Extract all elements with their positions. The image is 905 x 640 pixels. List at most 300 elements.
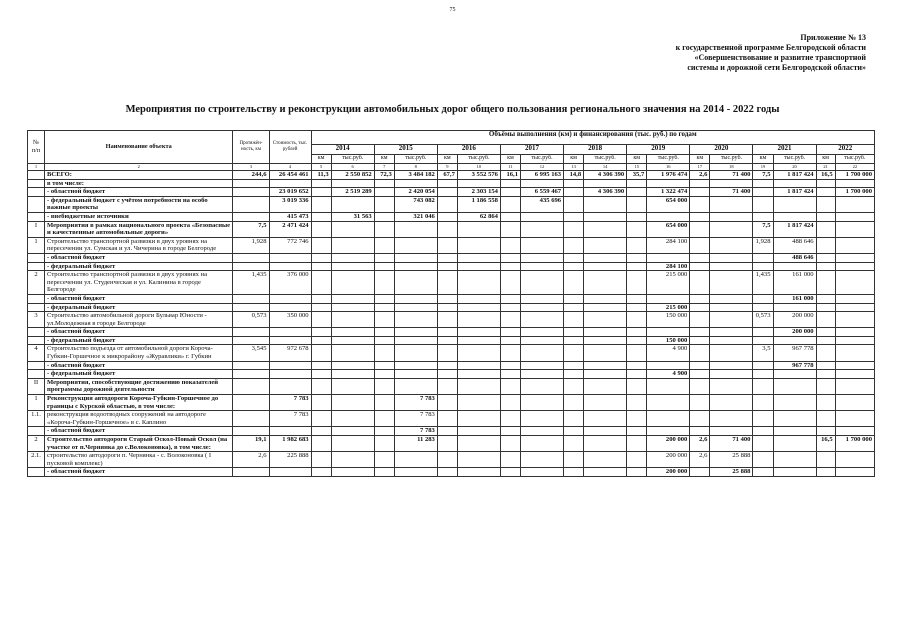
value-cell — [710, 237, 753, 253]
column-number: 3 — [233, 164, 269, 171]
value-cell: 284 100 — [647, 262, 690, 271]
value-cell — [627, 312, 647, 328]
value-cell — [647, 395, 690, 411]
value-cell — [374, 395, 394, 411]
column-number: 15 — [627, 164, 647, 171]
value-cell: 7 783 — [394, 427, 437, 436]
table-row — [28, 468, 875, 477]
value-cell — [311, 271, 331, 295]
object-name: - федеральный бюджет — [45, 303, 233, 312]
value-cell — [627, 345, 647, 361]
appendix-header — [566, 33, 866, 73]
value-cell — [437, 378, 457, 394]
value-cell — [627, 452, 647, 468]
header-cost: Стоимость, тыс. рублей — [269, 131, 311, 164]
column-number: 18 — [710, 164, 753, 171]
value-cell — [457, 221, 500, 237]
value-cell — [584, 312, 627, 328]
value-cell — [835, 328, 874, 337]
value-cell: 7,5 — [753, 171, 773, 180]
value-cell — [773, 179, 816, 188]
value-cell — [835, 212, 874, 221]
value-cell — [331, 468, 374, 477]
value-cell — [647, 253, 690, 262]
table-row — [28, 411, 875, 427]
object-name: - областной бюджет — [45, 294, 233, 303]
row-number — [28, 212, 45, 221]
table-row — [28, 171, 875, 180]
value-cell: 23 019 652 — [269, 188, 311, 197]
value-cell — [437, 221, 457, 237]
value-cell — [521, 361, 564, 370]
row-number — [28, 468, 45, 477]
value-cell — [564, 436, 584, 452]
value-cell: 350 000 — [269, 312, 311, 328]
value-cell: 7,5 — [233, 221, 269, 237]
value-cell — [500, 411, 520, 427]
value-cell — [627, 271, 647, 295]
value-cell — [627, 253, 647, 262]
value-cell — [331, 294, 374, 303]
value-cell — [269, 378, 311, 394]
value-cell — [521, 468, 564, 477]
value-cell — [816, 294, 835, 303]
row-number: 1 — [28, 237, 45, 253]
value-cell — [331, 395, 374, 411]
value-cell — [233, 370, 269, 379]
value-cell — [269, 262, 311, 271]
value-cell — [437, 452, 457, 468]
value-cell: 200 000 — [773, 328, 816, 337]
value-cell: 488 646 — [773, 237, 816, 253]
value-cell — [394, 336, 437, 345]
value-cell: 225 888 — [269, 452, 311, 468]
year-header: 2021 — [753, 145, 816, 155]
value-cell: 2 303 154 — [457, 188, 500, 197]
value-cell: 7,5 — [753, 221, 773, 237]
value-cell — [311, 212, 331, 221]
value-cell — [564, 395, 584, 411]
value-cell — [331, 253, 374, 262]
value-cell — [311, 411, 331, 427]
object-name: - федеральный бюджет — [45, 262, 233, 271]
value-cell — [437, 312, 457, 328]
value-cell: 16,5 — [816, 171, 835, 180]
unit-rub-header: тыс.руб. — [647, 155, 690, 164]
value-cell — [816, 253, 835, 262]
value-cell — [394, 378, 437, 394]
unit-rub-header: тыс.руб. — [710, 155, 753, 164]
value-cell — [457, 378, 500, 394]
value-cell: 1,928 — [753, 237, 773, 253]
value-cell: 2 420 054 — [394, 188, 437, 197]
value-cell — [627, 212, 647, 221]
object-name: - федеральный бюджет — [45, 336, 233, 345]
year-header: 2017 — [500, 145, 563, 155]
value-cell — [564, 378, 584, 394]
value-cell: 150 000 — [647, 312, 690, 328]
value-cell — [564, 271, 584, 295]
value-cell — [311, 436, 331, 452]
value-cell — [394, 271, 437, 295]
value-cell — [835, 179, 874, 188]
value-cell: 1 982 683 — [269, 436, 311, 452]
value-cell — [753, 395, 773, 411]
value-cell — [311, 253, 331, 262]
value-cell — [437, 411, 457, 427]
value-cell — [311, 336, 331, 345]
value-cell — [690, 294, 710, 303]
value-cell — [521, 262, 564, 271]
value-cell — [521, 221, 564, 237]
value-cell — [816, 312, 835, 328]
value-cell — [816, 361, 835, 370]
value-cell — [437, 294, 457, 303]
object-name: Строительство транспортной развязки в двух уровнях на пересечении ул. Студенческая и ул. Калинина в городе Белгороде — [45, 271, 233, 295]
row-number — [28, 328, 45, 337]
value-cell — [816, 212, 835, 221]
row-number — [28, 188, 45, 197]
value-cell — [773, 262, 816, 271]
value-cell — [816, 188, 835, 197]
value-cell — [690, 395, 710, 411]
table-row — [28, 253, 875, 262]
value-cell — [690, 361, 710, 370]
value-cell — [311, 370, 331, 379]
table-row — [28, 188, 875, 197]
value-cell — [753, 468, 773, 477]
value-cell — [710, 303, 753, 312]
appendix-line: «Совершенствование и развитие транспортной — [694, 53, 866, 62]
value-cell — [500, 361, 520, 370]
value-cell — [331, 452, 374, 468]
value-cell — [233, 395, 269, 411]
value-cell: 2 519 289 — [331, 188, 374, 197]
row-number — [28, 253, 45, 262]
value-cell — [690, 303, 710, 312]
value-cell — [457, 411, 500, 427]
appendix-line: к государственной программе Белгородской области — [675, 43, 866, 52]
value-cell — [753, 336, 773, 345]
value-cell — [627, 188, 647, 197]
value-cell — [500, 378, 520, 394]
value-cell — [835, 271, 874, 295]
header-name: Наименование объекта — [45, 131, 233, 164]
value-cell — [584, 336, 627, 345]
value-cell: 71 400 — [710, 436, 753, 452]
value-cell — [584, 179, 627, 188]
value-cell: 35,7 — [627, 171, 647, 180]
value-cell — [500, 370, 520, 379]
value-cell: 972 678 — [269, 345, 311, 361]
column-number: 7 — [374, 164, 394, 171]
value-cell — [374, 328, 394, 337]
value-cell — [835, 294, 874, 303]
value-cell — [311, 312, 331, 328]
value-cell — [311, 468, 331, 477]
document-title: Мероприятия по строительству и реконструкции автомобильных дорог общего пользования регионального значения на 2014 - 2022 годы — [125, 104, 780, 115]
column-number: 9 — [437, 164, 457, 171]
value-cell — [584, 436, 627, 452]
value-cell — [437, 179, 457, 188]
value-cell — [331, 370, 374, 379]
value-cell — [564, 468, 584, 477]
object-name: - областной бюджет — [45, 188, 233, 197]
value-cell — [835, 237, 874, 253]
value-cell — [835, 221, 874, 237]
value-cell: 1,928 — [233, 237, 269, 253]
value-cell — [710, 294, 753, 303]
value-cell — [584, 221, 627, 237]
value-cell — [521, 253, 564, 262]
object-name: ВСЕГО: — [45, 171, 233, 180]
unit-rub-header: тыс.руб. — [773, 155, 816, 164]
value-cell — [437, 395, 457, 411]
value-cell — [627, 336, 647, 345]
value-cell — [374, 436, 394, 452]
value-cell: 6 559 467 — [521, 188, 564, 197]
value-cell — [584, 212, 627, 221]
value-cell — [233, 253, 269, 262]
value-cell: 215 000 — [647, 271, 690, 295]
value-cell — [457, 253, 500, 262]
column-number: 20 — [773, 164, 816, 171]
value-cell: 415 473 — [269, 212, 311, 221]
row-number — [28, 427, 45, 436]
value-cell — [816, 370, 835, 379]
value-cell — [500, 253, 520, 262]
value-cell — [564, 179, 584, 188]
value-cell — [500, 427, 520, 436]
value-cell — [521, 312, 564, 328]
value-cell — [690, 253, 710, 262]
value-cell: 435 696 — [521, 196, 564, 212]
value-cell: 1 817 424 — [773, 171, 816, 180]
value-cell — [457, 395, 500, 411]
value-cell — [500, 436, 520, 452]
value-cell — [374, 378, 394, 394]
value-cell — [331, 378, 374, 394]
value-cell — [753, 253, 773, 262]
value-cell — [584, 237, 627, 253]
value-cell — [331, 271, 374, 295]
value-cell — [521, 328, 564, 337]
value-cell — [311, 328, 331, 337]
value-cell: 200 000 — [647, 468, 690, 477]
value-cell — [437, 271, 457, 295]
value-cell — [690, 468, 710, 477]
value-cell — [584, 468, 627, 477]
column-number: 19 — [753, 164, 773, 171]
value-cell — [500, 294, 520, 303]
value-cell — [394, 452, 437, 468]
value-cell — [374, 237, 394, 253]
value-cell — [311, 395, 331, 411]
value-cell — [269, 294, 311, 303]
value-cell — [269, 427, 311, 436]
value-cell — [584, 345, 627, 361]
value-cell: 7 783 — [394, 395, 437, 411]
unit-km-header: км — [500, 155, 520, 164]
table-row — [28, 196, 875, 212]
value-cell — [816, 328, 835, 337]
unit-rub-header: тыс.руб. — [457, 155, 500, 164]
value-cell — [564, 212, 584, 221]
value-cell — [835, 303, 874, 312]
value-cell — [835, 395, 874, 411]
value-cell: 215 000 — [647, 303, 690, 312]
appendix-line: Приложение № 13 — [800, 33, 866, 42]
value-cell — [773, 411, 816, 427]
value-cell — [331, 303, 374, 312]
value-cell — [564, 221, 584, 237]
year-header: 2018 — [564, 145, 627, 155]
value-cell — [233, 411, 269, 427]
value-cell — [269, 253, 311, 262]
value-cell — [437, 262, 457, 271]
value-cell — [374, 427, 394, 436]
value-cell — [584, 395, 627, 411]
table-row — [28, 345, 875, 361]
value-cell: 4 306 390 — [584, 171, 627, 180]
value-cell — [331, 411, 374, 427]
value-cell: 376 000 — [269, 271, 311, 295]
value-cell — [584, 271, 627, 295]
value-cell — [521, 345, 564, 361]
value-cell — [269, 468, 311, 477]
value-cell: 2,6 — [690, 436, 710, 452]
value-cell: 161 000 — [773, 271, 816, 295]
value-cell — [331, 328, 374, 337]
value-cell — [311, 262, 331, 271]
unit-rub-header: тыс.руб. — [331, 155, 374, 164]
value-cell — [773, 196, 816, 212]
value-cell — [690, 262, 710, 271]
value-cell — [564, 237, 584, 253]
column-number: 21 — [816, 164, 835, 171]
value-cell — [690, 312, 710, 328]
value-cell: 11,3 — [311, 171, 331, 180]
value-cell — [331, 237, 374, 253]
value-cell — [500, 212, 520, 221]
value-cell — [710, 378, 753, 394]
value-cell — [627, 361, 647, 370]
value-cell — [773, 427, 816, 436]
value-cell — [690, 411, 710, 427]
value-cell — [690, 328, 710, 337]
value-cell — [374, 312, 394, 328]
value-cell — [584, 196, 627, 212]
value-cell — [437, 436, 457, 452]
unit-rub-header: тыс.руб. — [835, 155, 874, 164]
unit-km-header: км — [374, 155, 394, 164]
value-cell: 1,435 — [753, 271, 773, 295]
year-header: 2015 — [374, 145, 437, 155]
value-cell — [816, 221, 835, 237]
value-cell — [233, 303, 269, 312]
value-cell — [437, 237, 457, 253]
value-cell — [521, 370, 564, 379]
value-cell — [521, 395, 564, 411]
value-cell — [394, 303, 437, 312]
table-row — [28, 361, 875, 370]
object-name: - федеральный бюджет с учётом потребности на особо важные проекты — [45, 196, 233, 212]
value-cell — [394, 221, 437, 237]
value-cell: 16,5 — [816, 436, 835, 452]
value-cell — [627, 468, 647, 477]
value-cell — [374, 370, 394, 379]
value-cell — [816, 271, 835, 295]
value-cell — [690, 271, 710, 295]
value-cell — [437, 188, 457, 197]
object-name: - областной бюджет — [45, 361, 233, 370]
value-cell — [437, 468, 457, 477]
value-cell — [627, 294, 647, 303]
value-cell — [521, 271, 564, 295]
value-cell — [394, 253, 437, 262]
value-cell — [233, 328, 269, 337]
value-cell — [331, 196, 374, 212]
value-cell — [374, 221, 394, 237]
value-cell: 284 100 — [647, 237, 690, 253]
value-cell — [710, 336, 753, 345]
appendix-line: системы и дорожной сети Белгородской области» — [687, 63, 866, 72]
value-cell — [233, 294, 269, 303]
value-cell — [816, 452, 835, 468]
value-cell — [437, 212, 457, 221]
value-cell: 1 322 474 — [647, 188, 690, 197]
value-cell: 72,3 — [374, 171, 394, 180]
value-cell: 2,6 — [690, 171, 710, 180]
value-cell — [627, 328, 647, 337]
value-cell — [690, 196, 710, 212]
value-cell — [584, 294, 627, 303]
value-cell — [457, 345, 500, 361]
value-cell — [521, 436, 564, 452]
value-cell — [311, 188, 331, 197]
value-cell — [584, 378, 627, 394]
row-number: 2 — [28, 271, 45, 295]
value-cell: 3,545 — [233, 345, 269, 361]
value-cell: 0,573 — [233, 312, 269, 328]
value-cell — [394, 237, 437, 253]
value-cell — [269, 361, 311, 370]
year-header: 2014 — [311, 145, 374, 155]
value-cell — [753, 262, 773, 271]
value-cell — [753, 427, 773, 436]
value-cell — [773, 436, 816, 452]
value-cell — [521, 294, 564, 303]
unit-km-header: км — [564, 155, 584, 164]
value-cell — [437, 196, 457, 212]
unit-km-header: км — [627, 155, 647, 164]
value-cell: 1 976 474 — [647, 171, 690, 180]
value-cell — [773, 336, 816, 345]
value-cell — [500, 196, 520, 212]
value-cell — [500, 303, 520, 312]
value-cell — [311, 221, 331, 237]
value-cell: 654 000 — [647, 221, 690, 237]
unit-km-header: км — [690, 155, 710, 164]
value-cell — [233, 361, 269, 370]
value-cell — [331, 345, 374, 361]
value-cell — [647, 361, 690, 370]
column-number: 11 — [500, 164, 520, 171]
value-cell — [331, 262, 374, 271]
table-row — [28, 271, 875, 295]
value-cell — [816, 336, 835, 345]
value-cell — [753, 411, 773, 427]
